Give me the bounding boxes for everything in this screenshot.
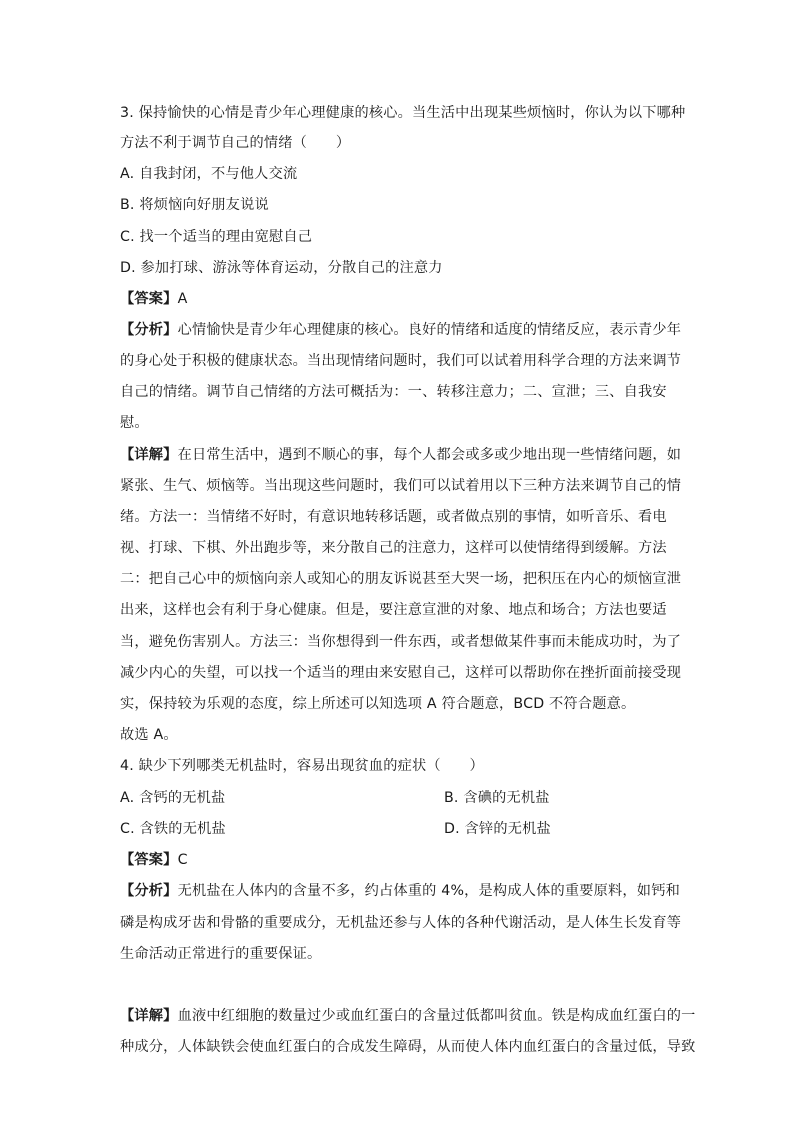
- q3-option-b: B. 将烦恼向好朋友说说: [120, 197, 269, 213]
- analysis-tag: 【分析】: [120, 883, 178, 899]
- q3-answer: [120, 289, 187, 309]
- q3-detail-line-9: 实，保持较为乐观的态度，综上所述可以知选项 A 符合题意，BCD 不符合题意。: [120, 696, 636, 712]
- q4-answer: [120, 850, 188, 870]
- q3-analysis-line-2: 的身心处于积极的健康状态。当出现情绪问题时，我们可以试着用科学合理的方法来调节: [120, 353, 682, 369]
- answer-tag: 【答案】: [120, 852, 178, 868]
- q3-detail-line-7: 当，避免伤害别人。方法三：当你想得到一件东西，或者想做某件事而未能成功时，为了: [120, 634, 682, 650]
- q4-option-b: B. 含碘的无机盐: [444, 790, 550, 806]
- analysis-tag: 【分析】: [120, 322, 178, 338]
- q3-analysis-line-3: 自己的情绪。调节自己情绪的方法可概括为：一、转移注意力；二、宣泄；三、自我安: [120, 384, 667, 400]
- q3-detail-line-1: [120, 445, 681, 465]
- q3-analysis-line-4: 慰。: [120, 415, 149, 431]
- answer-value: C: [177, 852, 188, 868]
- q3-detail-line-3: 绪。方法一：当情绪不好时，有意识地转移话题，或者做点别的事情，如听音乐、看电: [120, 509, 667, 525]
- q3-stem-line-1: 3. 保持愉快的心情是青少年心理健康的核心。当生活中出现某些烦恼时，你认为以下哪种: [120, 105, 686, 121]
- detail-tag: 【详解】: [120, 1008, 178, 1024]
- q4-detail-line-2: 种成分，人体缺铁会使血红蛋白的合成发生障碍，从而使人体内血红蛋白的含量过低，导致: [120, 1039, 696, 1055]
- q3-analysis-line-1: [120, 320, 681, 340]
- q3-option-d: D. 参加打球、游泳等体育运动，分散自己的注意力: [120, 260, 443, 276]
- q4-option-a: A. 含钙的无机盐: [120, 790, 226, 806]
- q4-analysis-line-2: 磷是构成牙齿和骨骼的重要成分，无机盐还参与人体的各种代谢活动，是人体生长发育等: [120, 915, 682, 931]
- q4-detail-line-1: [120, 1006, 696, 1026]
- q3-stem-line-2: 方法不利于调节自己的情绪（ ）: [120, 135, 351, 151]
- q3-detail-line-4: 视、打球、下棋、外出跑步等，来分散自己的注意力，这样可以使情绪得到缓解。方法: [120, 540, 667, 556]
- analysis-text: 心情愉快是青少年心理健康的核心。良好的情绪和适度的情绪反应，表示青少年: [177, 322, 682, 338]
- q3-detail-line-2: 紧张、生气、烦恼等。当出现这些问题时，我们可以试着用以下三种方法来调节自己的情: [120, 478, 682, 494]
- detail-tag: 【详解】: [120, 447, 178, 463]
- q4-analysis-line-1: [120, 881, 680, 901]
- q4-analysis-line-3: 生命活动正常进行的重要保证。: [120, 946, 322, 962]
- q4-option-c: C. 含铁的无机盐: [120, 821, 226, 837]
- analysis-text: 无机盐在人体内的含量不多，约占体重的 4%，是构成人体的重要原料，如钙和: [177, 883, 680, 899]
- q3-detail-line-6: 出来，这样也会有利于身心健康。但是，要注意宣泄的对象、地点和场合；方法也要适: [120, 602, 667, 618]
- detail-text: 在日常生活中，遇到不顺心的事，每个人都会或多或少地出现一些情绪问题，如: [177, 447, 682, 463]
- detail-text: 血液中红细胞的数量过少或血红蛋白的含量过低都叫贫血。铁是构成血红蛋白的一: [177, 1008, 696, 1024]
- answer-value: A: [177, 291, 188, 307]
- q3-conclusion: 故选 A。: [120, 727, 178, 743]
- q4-option-d: D. 含锌的无机盐: [444, 821, 551, 837]
- q3-detail-line-5: 二：把自己心中的烦恼向亲人或知心的朋友诉说甚至大哭一场，把积压在内心的烦恼宣泄: [120, 571, 682, 587]
- q3-option-a: A. 自我封闭，不与他人交流: [120, 166, 298, 182]
- q3-option-c: C. 找一个适当的理由宽慰自己: [120, 229, 313, 245]
- q4-stem: 4. 缺少下列哪类无机盐时，容易出现贫血的症状（ ）: [120, 758, 484, 774]
- q3-detail-line-8: 减少内心的失望，可以找一个适当的理由来安慰自己，这样可以帮助你在挫折面前接受现: [120, 665, 682, 681]
- answer-tag: 【答案】: [120, 291, 178, 307]
